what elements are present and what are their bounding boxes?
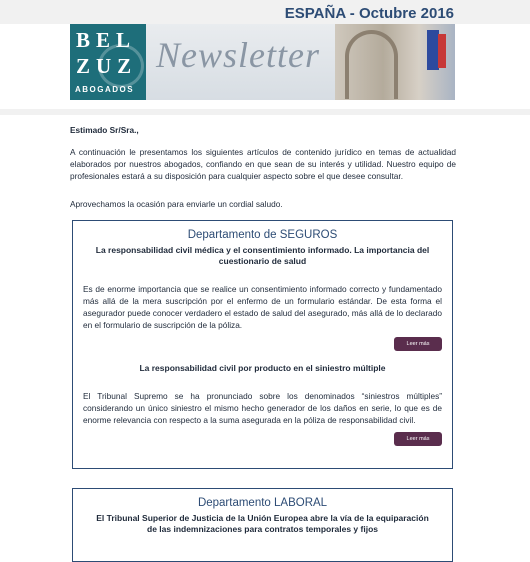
greeting: Estimado Sr/Sra., xyxy=(70,125,139,135)
logo-line2: ZUZ xyxy=(76,54,138,78)
article-title: La responsabilidad civil médica y el consentimiento informado. La importancia del cuestionario de salud xyxy=(95,245,430,266)
article-title: La responsabilidad civil por producto en el siniestro múltiple xyxy=(139,363,386,373)
logo-line1: BEL xyxy=(76,28,137,52)
department-title: Departamento de SEGUROS xyxy=(187,229,338,241)
read-more-button[interactable]: Leer más xyxy=(394,337,442,351)
department-title: Departamento LABORAL xyxy=(197,497,328,509)
building-image xyxy=(335,24,455,100)
read-more-button[interactable]: Leer más xyxy=(394,432,442,446)
header-divider xyxy=(0,109,530,115)
header-bar xyxy=(0,0,530,24)
article-body: El Tribunal Supremo se ha pronunciado sobre los denominados “siniestros múltiples” considerando un único siniestro el mismo hecho generador de los daños en serie, lo que es de enorme relevancia con respecto a la suma asegurada en la póliza de responsabilidad civil. xyxy=(83,391,442,425)
department-box-seguros xyxy=(72,220,453,469)
intro-paragraph: A continuación le presentamos los siguientes artículos de contenido jurídico en temas de actualidad elaborados por nuestros abogados, confiando en que sean de su interés y utilidad. Nuestro equipo de profesionales estará a su disposición para cualquier aspecto sobre el que desee consultar. xyxy=(70,147,456,181)
edition-label: ESPAÑA - Octubre 2016 xyxy=(284,5,454,22)
article-title: El Tribunal Superior de Justicia de la Unión Europea abre la vía de la equiparación de las indemnizaciones para contratos temporales y fijos xyxy=(96,513,429,534)
arch-icon xyxy=(345,30,398,99)
belzuz-logo[interactable] xyxy=(70,24,146,100)
banner-title: Newsletter xyxy=(156,35,320,75)
closing-line: Aprovechamos la ocasión para enviarle un cordial saludo. xyxy=(70,199,283,209)
spain-flag-icon xyxy=(438,34,446,68)
department-box-laboral xyxy=(72,488,453,562)
banner-title-area xyxy=(146,24,335,100)
article-body: Es de enorme importancia que se realice un consentimiento informado correcto y fundamentado más allá de la mera suscripción por el enfermo de un formulario estándar. De esta forma el asegurador puede conocer verdadero el estado de salud del asegurado, más allá de lo declarado en el formulario de suscripción de la póliza. xyxy=(83,284,442,330)
logo-line3: ABOGADOS xyxy=(75,85,135,94)
newsletter-banner xyxy=(70,24,455,100)
newsletter-content xyxy=(70,124,456,562)
